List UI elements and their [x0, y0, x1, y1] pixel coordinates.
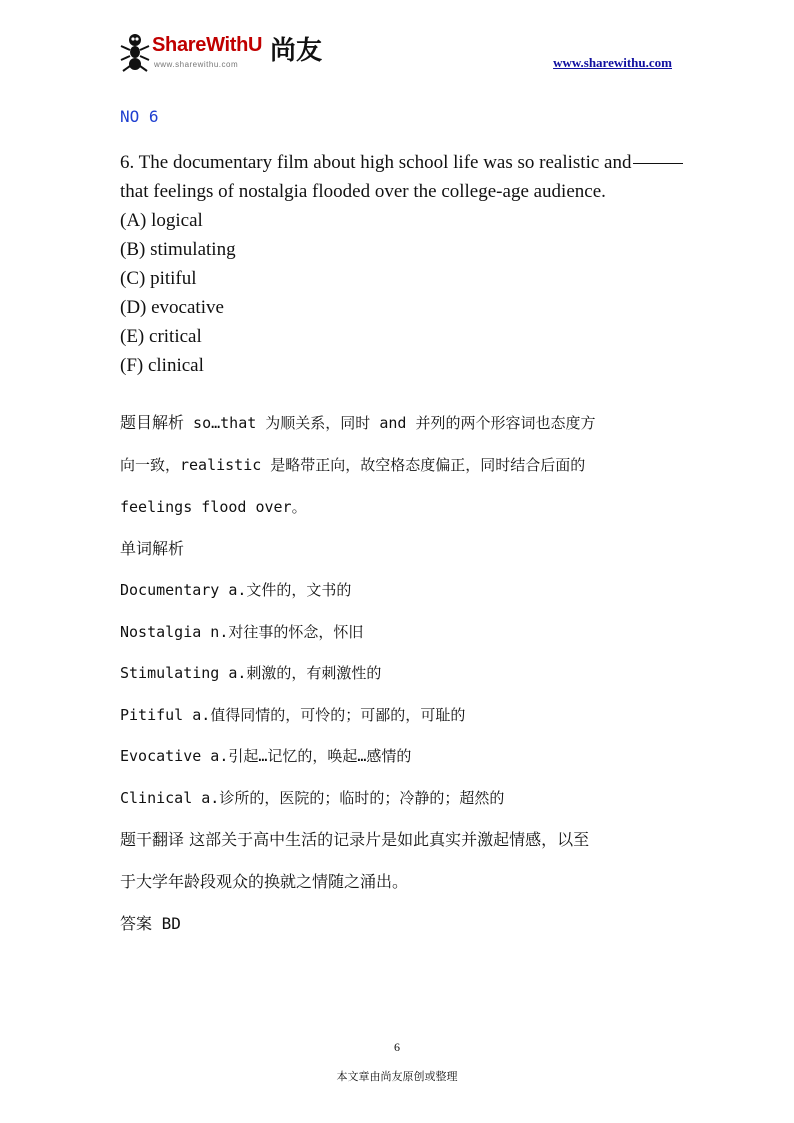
- option-a: (A) logical: [120, 210, 203, 231]
- question-number-label: NO 6: [120, 107, 159, 126]
- vocab-item: [120, 570, 680, 612]
- analysis-section: [120, 402, 680, 528]
- vocab-item: [120, 612, 680, 654]
- footer-note: 本文章由尚友原创或整理: [336, 1070, 458, 1083]
- vocab-definition: a.文件的，文书的: [219, 581, 352, 599]
- vocab-definition: a.诊所的，医院的；临时的；冷静的；超然的: [192, 788, 505, 807]
- page-number: 6: [394, 1040, 400, 1054]
- translation-label: 题干翻译: [120, 830, 185, 849]
- answer-value: BD: [152, 914, 181, 933]
- answer-label: 答案: [120, 914, 153, 933]
- option-b: (B) stimulating: [120, 239, 236, 260]
- logo-brand-text: ShareWithU: [152, 34, 263, 56]
- translation-line-1: 这部关于高中生活的记录片是如此真实并激起情感，以至: [184, 830, 590, 849]
- question-line-2: that feelings of nostalgia flooded over the college-age audience.: [120, 181, 606, 202]
- option-d: (D) evocative: [120, 297, 224, 318]
- vocab-definition: a.刺激的，有刺激性的: [219, 664, 382, 682]
- analysis-line-1: so…that 为顺关系，同时 and 并列的两个形容词也态度方: [184, 414, 596, 432]
- logo-brand-url: www.sharewithu.com: [154, 60, 239, 69]
- vocab-item: [120, 653, 680, 695]
- question-line-1: 6. The documentary film about high school life was so realistic and: [120, 152, 632, 173]
- analysis-label: 题目解析: [120, 413, 185, 432]
- page-content: [120, 104, 680, 945]
- vocab-word: Clinical: [120, 788, 193, 807]
- vocab-word: Stimulating: [120, 664, 220, 682]
- question-text: [120, 148, 770, 206]
- translation-section: [120, 819, 680, 903]
- vocab-item: [120, 695, 680, 737]
- website-link[interactable]: www.sharewithu.com: [553, 55, 672, 70]
- vocab-definition: a.值得同情的，可怜的；可鄙的，可耻的: [183, 705, 466, 724]
- analysis-line-2: 向一致，realistic 是略带正向，故空格态度偏正，同时结合后面的: [120, 456, 586, 474]
- answer-section: [120, 903, 680, 945]
- vocab-title: 单词解析: [120, 539, 185, 558]
- vocab-word: Evocative: [120, 747, 202, 765]
- sharewithu-logo: [118, 30, 338, 74]
- vocab-item: [120, 778, 680, 820]
- analysis-line-3: feelings flood over。: [120, 498, 307, 516]
- vocab-item: [120, 736, 680, 778]
- vocab-list: [120, 570, 680, 819]
- logo-brand-chinese: 尚友: [270, 36, 323, 66]
- vocab-word: Nostalgia: [120, 622, 202, 641]
- vocab-definition: n.对往事的怀念，怀旧: [201, 622, 364, 641]
- translation-line-2: 于大学年龄段观众的换就之情随之涌出。: [120, 872, 409, 891]
- option-f: (F) clinical: [120, 355, 204, 376]
- vocab-word: Pitiful: [120, 705, 184, 724]
- option-c: (C) pitiful: [120, 268, 197, 289]
- answer-blank: [633, 163, 683, 164]
- vocab-word: Documentary: [120, 581, 220, 599]
- option-e: (E) critical: [120, 326, 202, 347]
- ant-mascot-icon: [118, 32, 152, 72]
- answer-options: [120, 206, 680, 380]
- vocab-definition: a.引起…记忆的，唤起…感情的: [201, 747, 412, 765]
- page-header: [118, 28, 678, 78]
